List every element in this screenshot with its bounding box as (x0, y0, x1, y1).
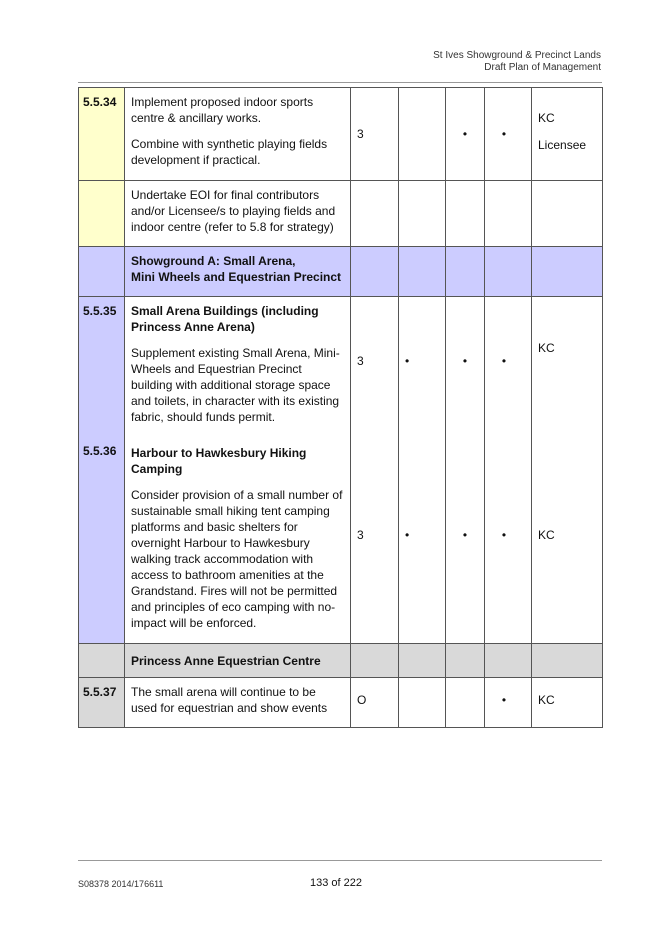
bullet-cell: • (485, 88, 532, 181)
header-title: St Ives Showground & Precinct Lands (433, 50, 601, 61)
item-text: Undertake EOI for final contributors and/or Licensee/s to playing fields and indoor centre (refer to 5.8 for strategy) (125, 181, 351, 247)
bullet-cell: • (405, 528, 410, 542)
section-heading: Showground A: Small Arena, Mini Wheels and Equestrian Precinct (125, 247, 351, 297)
bullet-cell: • (462, 528, 468, 542)
page-number: 133 of 222 (310, 877, 362, 889)
page-header (433, 50, 601, 74)
item-number: 5.5.34 (79, 88, 125, 181)
item-title: Small Arena Buildings (including Princess Anne Arena) (131, 304, 319, 334)
table-row (79, 181, 603, 247)
responsibility: Licensee (538, 138, 587, 152)
item-text: Implement proposed indoor sports centre & ancillary works. (131, 95, 314, 125)
priority-cell: O (351, 678, 399, 728)
bullet-cell: • (446, 88, 485, 181)
table-row (79, 88, 603, 181)
item-text: Supplement existing Small Arena, Mini-Wheels and Equestrian Precinct building with additional storage space and toilets, in character with its existing fabric, should funds permit. (131, 346, 340, 424)
item-text: The small arena will continue to be used for equestrian and show events (125, 678, 351, 728)
bullet-cell: • (485, 678, 532, 728)
priority-cell: 3 (351, 88, 399, 181)
bullet-cell: • (405, 354, 410, 368)
bullet-cell: • (501, 528, 507, 542)
bullet-cell: • (462, 354, 468, 368)
responsibility: KC (538, 528, 555, 542)
item-title: Harbour to Hawkesbury Hiking Camping (131, 446, 307, 476)
section-heading: Princess Anne Equestrian Centre (125, 644, 351, 678)
responsibility: KC (538, 111, 555, 125)
header-rule (78, 82, 602, 83)
responsibility: KC (538, 341, 555, 355)
item-number: 5.5.36 (83, 444, 117, 458)
section-row (79, 644, 603, 678)
document-reference: S08378 2014/176611 (78, 879, 164, 889)
header-subtitle: Draft Plan of Management (484, 62, 601, 73)
item-number: 5.5.35 (83, 304, 117, 318)
bullet-cell: • (501, 354, 507, 368)
table-row (79, 297, 603, 644)
table-row (79, 678, 603, 728)
item-text: Consider provision of a small number of sustainable small hiking tent camping platforms and basic shelters for overnight Harbour to Hawkesbury walking track accommodation with access to bathroom amenities at the Grandstand. Fires will not be permitted and principles of eco camping with no-impact will be enforced. (131, 488, 343, 630)
priority-cell: 3 (357, 528, 364, 542)
priority-cell: 3 (357, 354, 364, 368)
footer-rule (78, 860, 602, 861)
responsibility: KC (532, 678, 603, 728)
management-table (78, 87, 603, 728)
item-text: Combine with synthetic playing fields development if practical. (131, 137, 328, 167)
section-row (79, 247, 603, 297)
item-number: 5.5.37 (79, 678, 125, 728)
